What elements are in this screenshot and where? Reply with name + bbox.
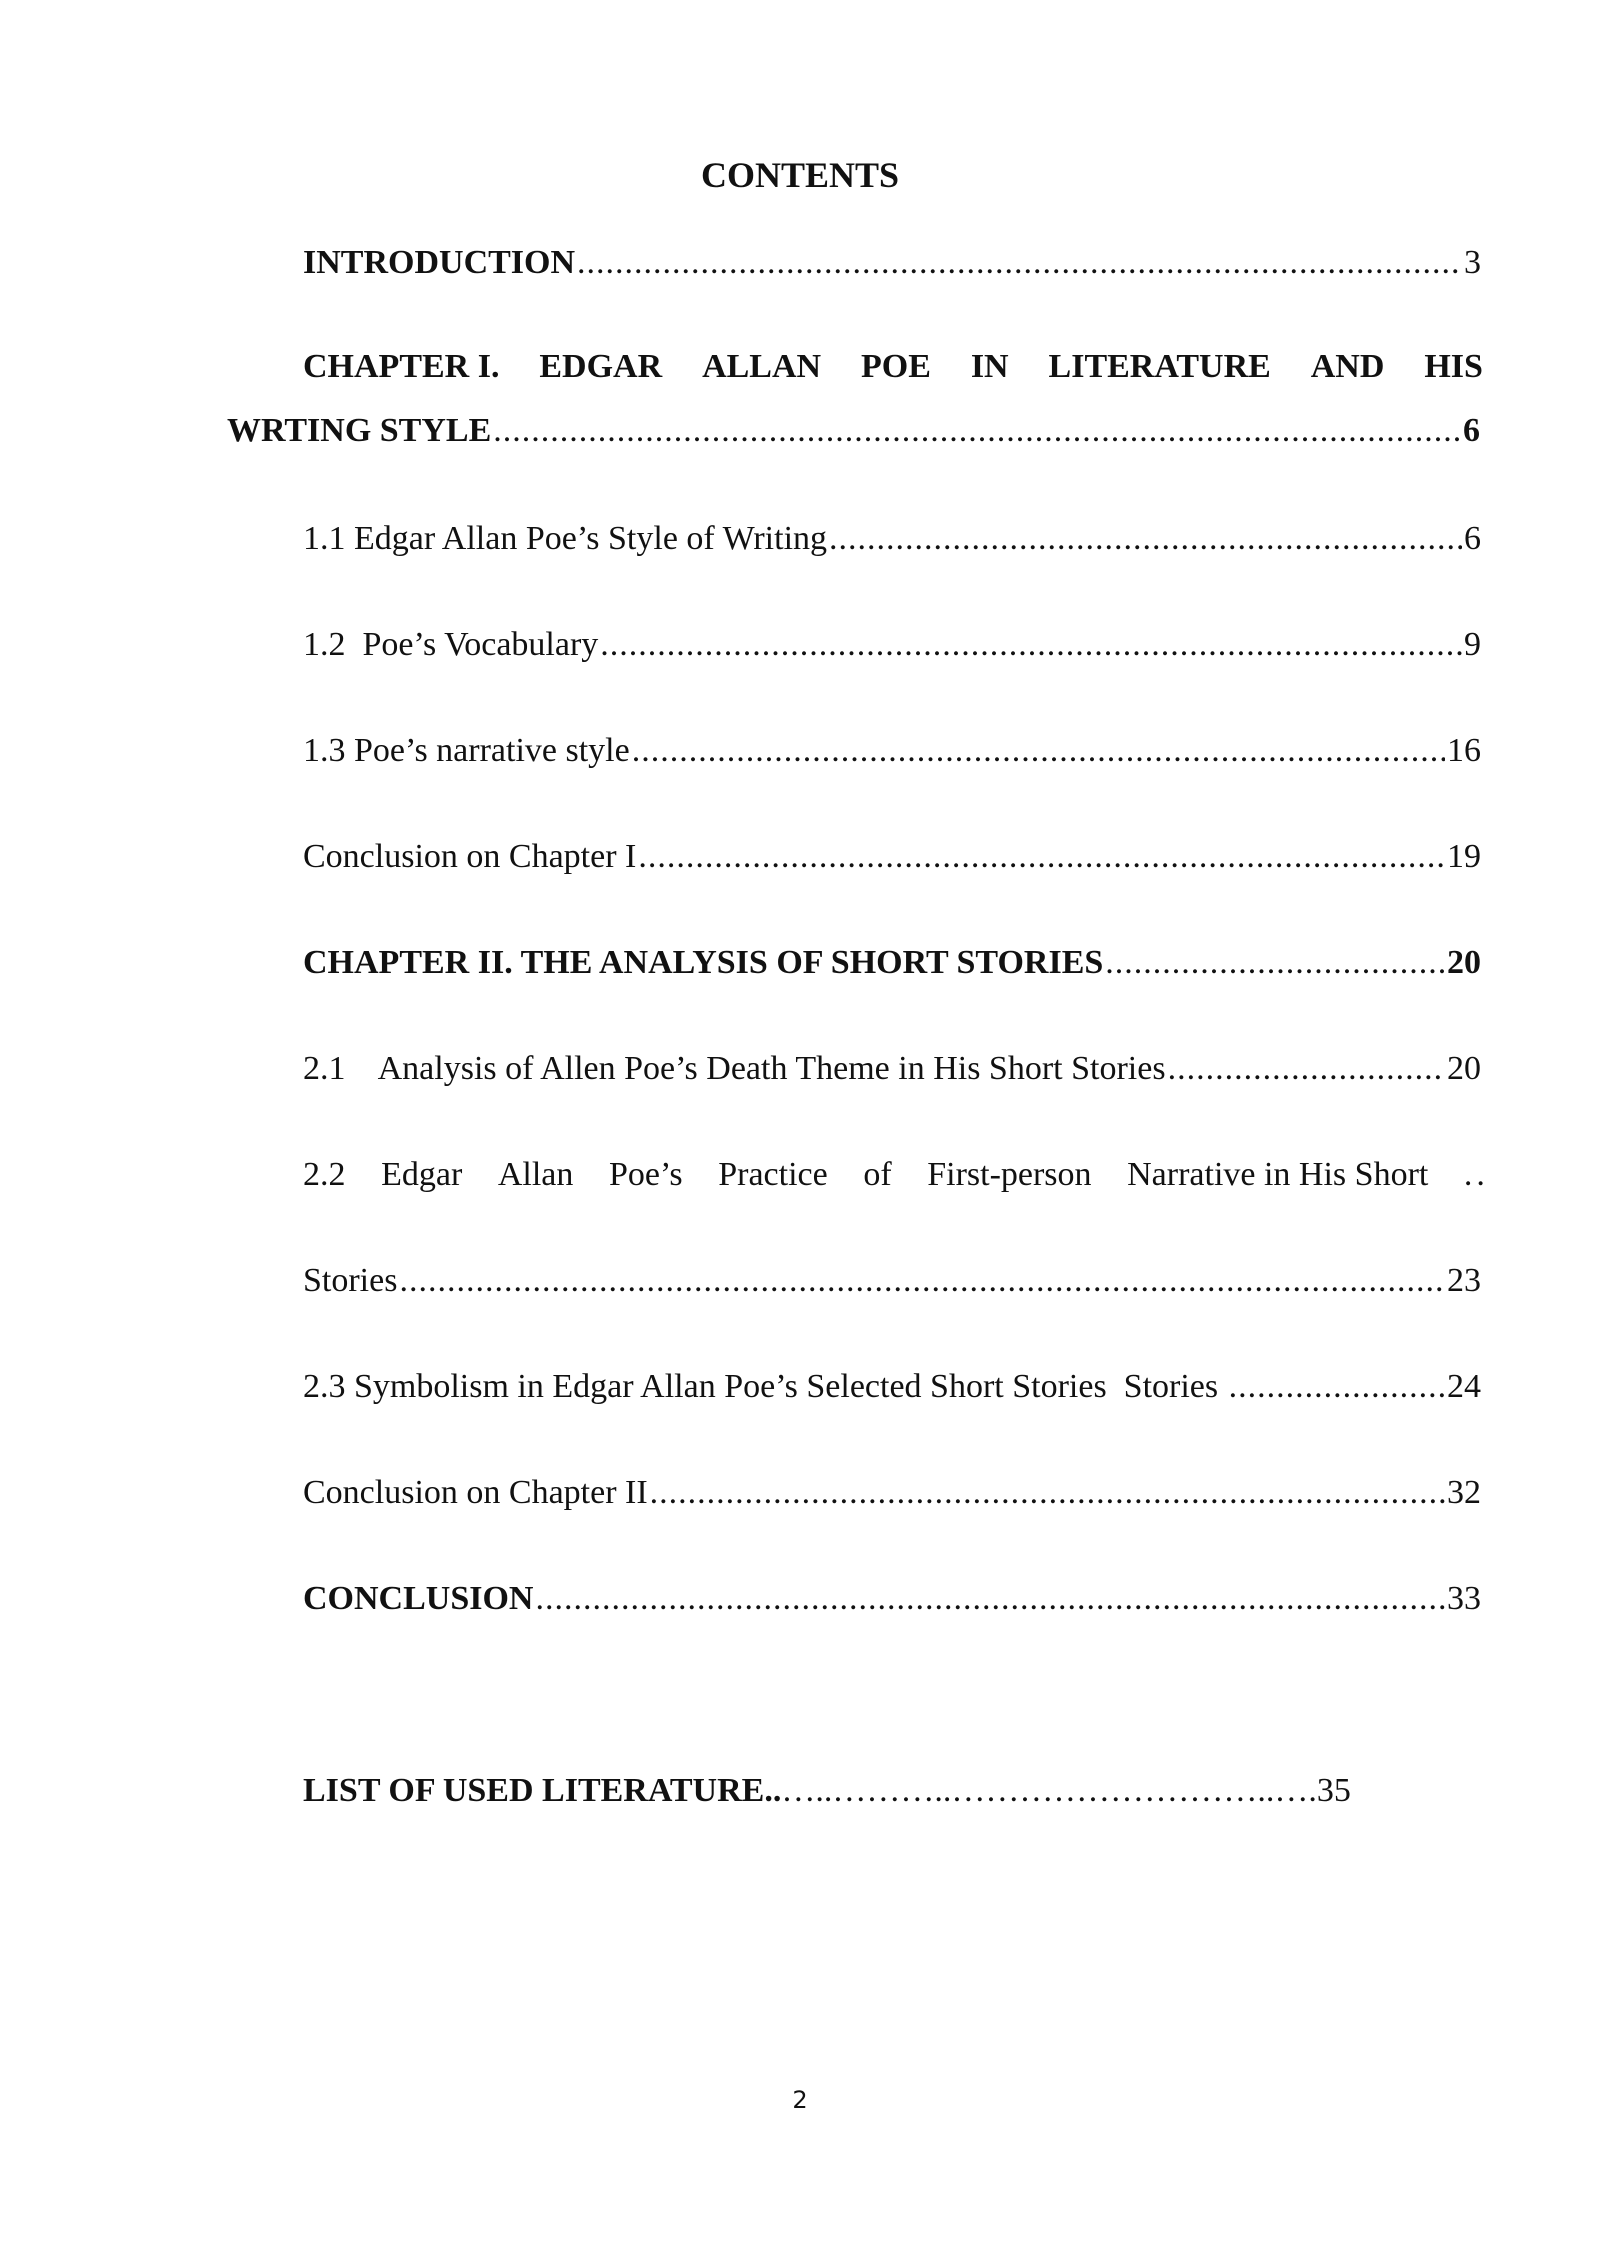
toc-entry-label: WRTING STYLE xyxy=(227,412,492,449)
toc-entry-chapter1-line1[interactable] xyxy=(303,344,1483,390)
section22-trailing-dots: .. xyxy=(1463,1156,1489,1193)
toc-entry-label: Conclusion on Chapter II xyxy=(303,1474,648,1511)
toc-page-number: 32 xyxy=(1447,1474,1481,1511)
toc-page-number: 20 xyxy=(1447,1050,1481,1087)
dot-leader xyxy=(1168,1046,1445,1092)
dot-leader xyxy=(399,1258,1445,1304)
chapter1-word: ALLAN xyxy=(702,348,822,385)
toc-entry-conclusion[interactable] xyxy=(303,1576,1481,1622)
section22-word: 2.2 xyxy=(303,1156,346,1193)
toc-entry-label: LIST OF USED LITERATURE.. xyxy=(303,1772,782,1809)
toc-entry-label: 2.3 Symbolism in Edgar Allan Poe’s Selected Short Stories Stories xyxy=(303,1368,1227,1405)
toc-entry-chapter1-line2[interactable] xyxy=(227,408,1480,454)
section22-word: Practice xyxy=(718,1156,828,1193)
toc-entry-label: 1.3 Poe’s narrative style xyxy=(303,732,630,769)
dot-leader xyxy=(1105,940,1445,986)
toc-page-number: 23 xyxy=(1447,1262,1481,1299)
toc-entry-introduction[interactable] xyxy=(303,240,1481,286)
section22-word: Allan xyxy=(497,1156,574,1193)
chapter1-word: AND xyxy=(1310,348,1385,385)
toc-entry-section-1-2[interactable] xyxy=(303,622,1481,668)
page-number: 2 xyxy=(792,2086,808,2114)
chapter1-word: POE xyxy=(861,348,931,385)
toc-entry-label: 1.1 Edgar Allan Poe’s Style of Writing xyxy=(303,520,828,557)
toc-page-number: 35 xyxy=(1316,1772,1351,1809)
dot-leader xyxy=(650,1470,1445,1516)
toc-page-number: 6 xyxy=(1463,412,1480,449)
toc-page-number: 6 xyxy=(1464,520,1481,557)
toc-page-number: 16 xyxy=(1447,732,1481,769)
dot-leader xyxy=(577,240,1462,286)
toc-entry-conclusion-chapter1[interactable] xyxy=(303,834,1481,880)
chapter1-word: LITERATURE xyxy=(1048,348,1271,385)
toc-page-number: 3 xyxy=(1464,244,1481,281)
section22-word: Poe’s xyxy=(608,1156,683,1193)
toc-entry-label: 1.2 Poe’s Vocabulary xyxy=(303,626,599,663)
toc-entry-section-2-3[interactable] xyxy=(303,1364,1481,1410)
chapter1-word: IN xyxy=(970,348,1009,385)
toc-entry-conclusion-chapter2[interactable] xyxy=(303,1470,1481,1516)
toc-page-number: 24 xyxy=(1447,1368,1481,1405)
toc-page-number: 9 xyxy=(1464,626,1481,663)
toc-entry-label: Stories xyxy=(303,1262,398,1299)
section22-word: Narrative in His Short xyxy=(1127,1156,1429,1193)
chapter1-word: EDGAR xyxy=(539,348,663,385)
toc-entry-section-2-2-line2[interactable] xyxy=(303,1258,1481,1304)
toc-entry-label: CONCLUSION xyxy=(303,1580,534,1617)
toc-entry-section-1-3[interactable] xyxy=(303,728,1481,774)
page-title: CONTENTS xyxy=(700,155,900,195)
chapter1-word: CHAPTER I. xyxy=(303,348,500,385)
toc-entry-label: Conclusion on Chapter I xyxy=(303,838,637,875)
dot-leader xyxy=(638,834,1445,880)
toc-entry-label: INTRODUCTION xyxy=(303,244,576,281)
dot-leader xyxy=(829,516,1462,562)
dot-leader xyxy=(493,408,1461,454)
chapter1-word: HIS xyxy=(1424,348,1483,385)
toc-entry-label: 2.1 Analysis of Allen Poe’s Death Theme in His Short Stories xyxy=(303,1050,1166,1087)
toc-entry-chapter2[interactable] xyxy=(303,940,1481,986)
toc-page-number: 19 xyxy=(1447,838,1481,875)
section22-word: Edgar xyxy=(381,1156,463,1193)
toc-entry-section-2-2-line1[interactable] xyxy=(303,1152,1489,1198)
dot-leader xyxy=(632,728,1445,774)
dot-leader xyxy=(600,622,1462,668)
toc-entry-section-2-1[interactable] xyxy=(303,1046,1481,1092)
toc-entry-label: CHAPTER II. THE ANALYSIS OF SHORT STORIES xyxy=(303,944,1104,981)
dot-leader xyxy=(1229,1364,1445,1410)
dot-leader: …..………..………………………..…. xyxy=(781,1772,1317,1809)
toc-page-number: 33 xyxy=(1447,1580,1481,1617)
section22-word: First-person xyxy=(927,1156,1092,1193)
toc-page-number: 20 xyxy=(1447,944,1481,981)
toc-entry-section-1-1[interactable] xyxy=(303,516,1481,562)
toc-entry-literature[interactable] xyxy=(303,1768,1351,1814)
section22-word: of xyxy=(863,1156,892,1193)
dot-leader xyxy=(535,1576,1445,1622)
